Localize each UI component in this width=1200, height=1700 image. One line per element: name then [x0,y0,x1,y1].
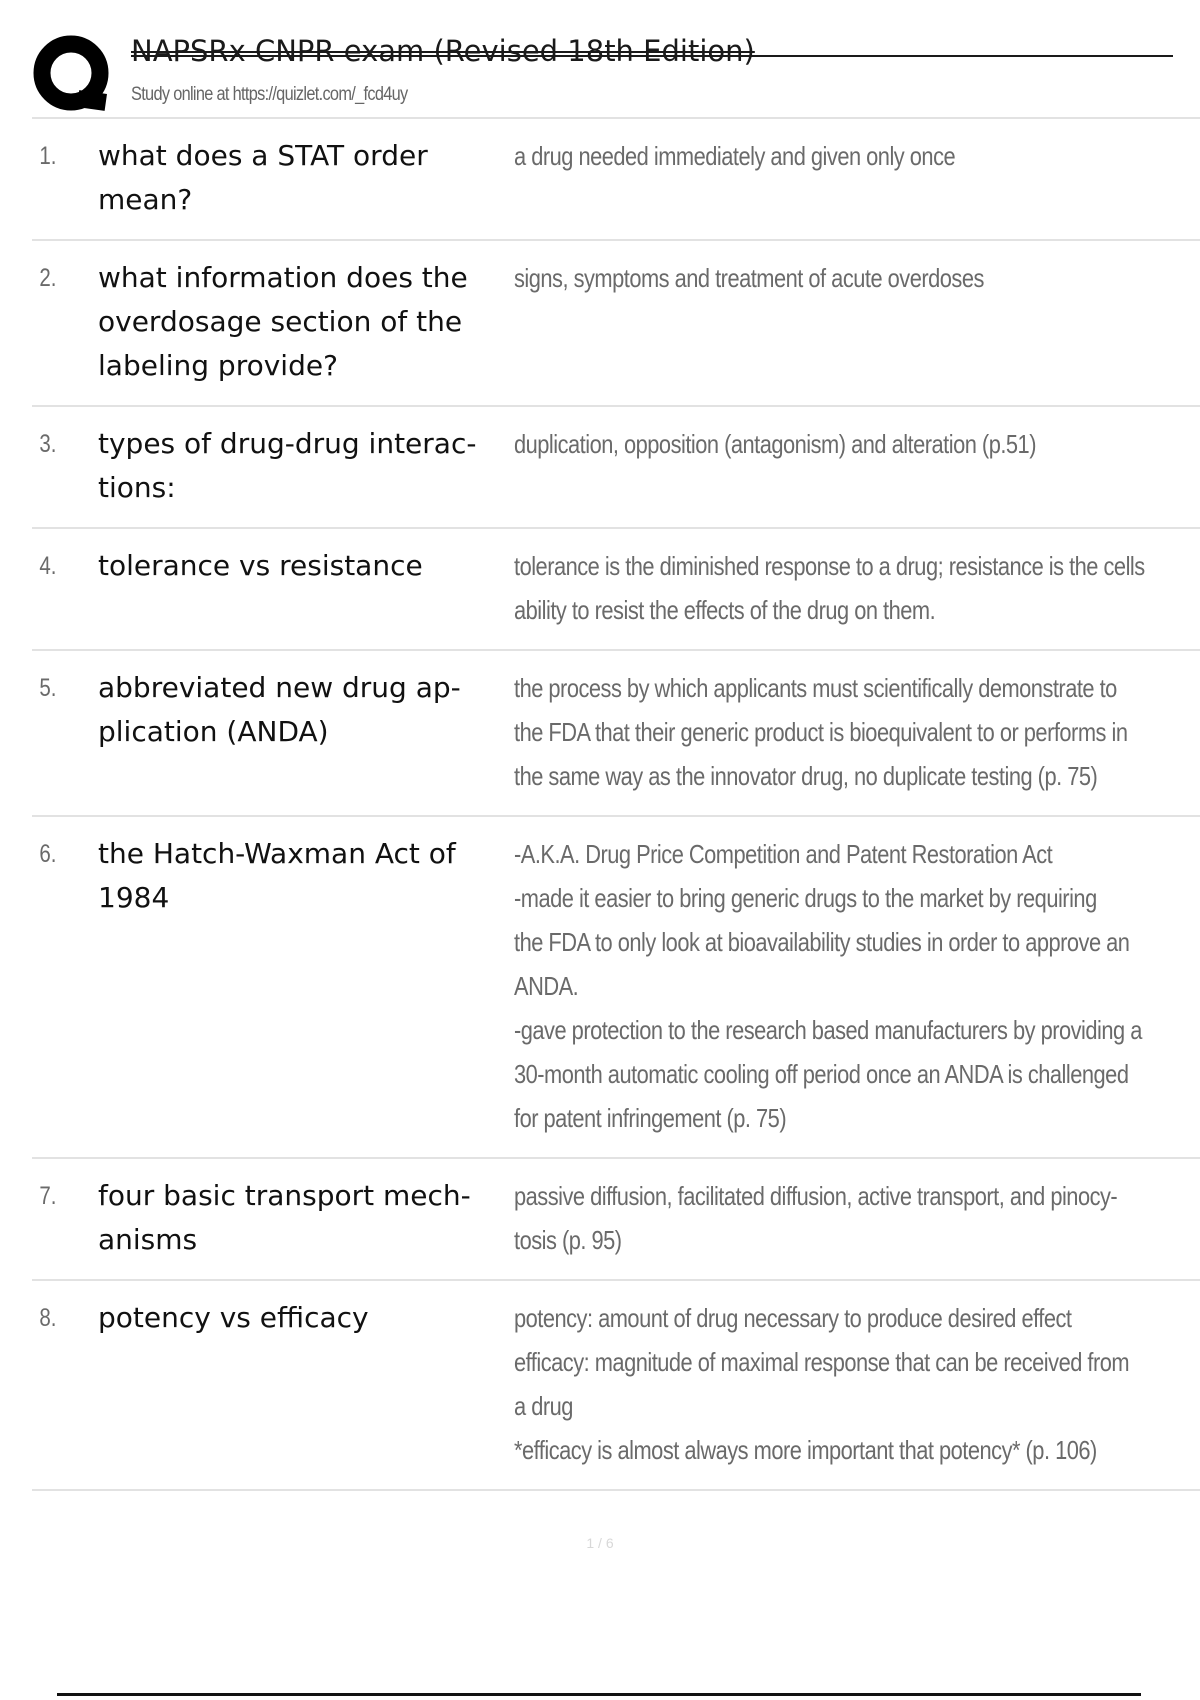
card-term: tolerance vs resistance [98,549,423,582]
card-term: potency vs efficacy [98,1301,369,1334]
card-number: 3. [39,430,57,458]
flashcard-row [32,241,1200,407]
flashcard-row [32,119,1200,241]
card-definition: passive diffusion, facilitated diffusion, active transport, and pinocy- tosis (p. 95) [514,1181,1118,1255]
card-term: what information does the overdosage section of the labeling provide? [98,261,468,382]
document-title: NAPSRx CNPR exam (Revised 18th Edition) [131,34,755,68]
flashcard-row [32,651,1200,817]
card-definition: potency: amount of drug necessary to produce desired effect efficacy: magnitude of maximal response that can be received from a drug *efficacy is almost always more important that potency* (p. 106) [514,1303,1130,1465]
card-term: types of drug-drug interac- tions: [98,427,477,504]
flashcard-row [32,1159,1200,1281]
flashcard-row [32,1281,1200,1491]
card-term: abbreviated new drug ap- plication (ANDA) [98,671,461,748]
card-number: 4. [39,552,57,580]
card-number: 7. [39,1182,57,1210]
flashcard-list [32,117,1200,1491]
card-number: 1. [39,142,57,170]
flashcard-row [32,407,1200,529]
card-definition: the process by which applicants must scientifically demonstrate to the FDA that their generic product is bioequivalent to or performs in the same way as the innovator drug, no duplicate testing (p. 75) [514,673,1128,791]
footer-rule [57,1693,1141,1696]
card-definition: tolerance is the diminished response to a drug; resistance is the cells ability to resist the effects of the drug on them. [514,551,1145,625]
card-definition: -A.K.A. Drug Price Competition and Patent Restoration Act -made it easier to bring generic drugs to the market by requiring the FDA to only look at bioavailability studies in order to approve an ANDA. -gave protection to the research based manufacturers by providing a 30-month automatic cooling off period once an ANDA is challenged for patent infringement (p. 75) [514,839,1142,1133]
page-number: 1 / 6 [586,1535,614,1551]
card-number: 8. [39,1304,57,1332]
page-header [32,28,1142,118]
study-online-link[interactable]: Study online at https://quizlet.com/_fcd4uy [131,84,408,105]
quizlet-logo-icon [32,34,114,116]
flashcard-row [32,817,1200,1159]
card-definition: duplication, opposition (antagonism) and alteration (p.51) [514,429,1036,459]
card-definition: a drug needed immediately and given only once [514,141,956,171]
card-term: four basic transport mech- anisms [98,1179,471,1256]
card-number: 6. [39,840,57,868]
card-number: 5. [39,674,57,702]
card-term: what does a STAT order mean? [98,139,428,216]
card-number: 2. [39,264,57,292]
card-definition: signs, symptoms and treatment of acute overdoses [514,263,984,293]
card-term: the Hatch-Waxman Act of 1984 [98,837,456,914]
flashcard-row [32,529,1200,651]
